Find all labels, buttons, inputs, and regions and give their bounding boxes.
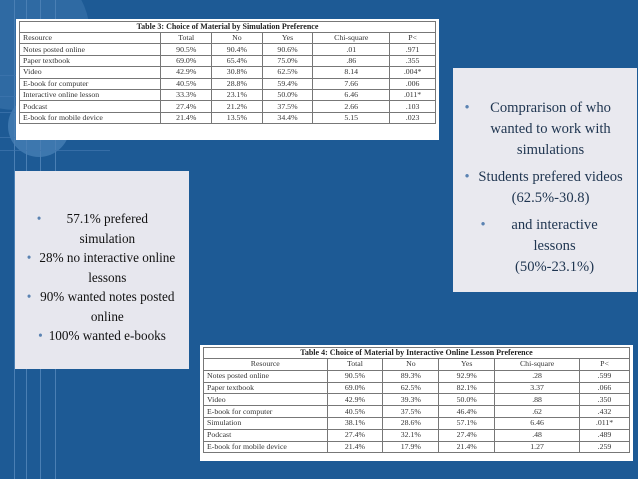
- table-cell: 69.0%: [327, 382, 383, 394]
- column-header: Resource: [20, 33, 161, 44]
- table-cell: E-book for mobile device: [20, 112, 161, 123]
- table-cell: 42.9%: [161, 67, 212, 78]
- table-cell: .971: [390, 44, 436, 55]
- table-cell: E-book for mobile device: [204, 441, 328, 453]
- table-cell: 23.1%: [212, 89, 263, 100]
- table-row: [204, 429, 630, 441]
- column-header: Yes: [439, 359, 495, 371]
- table-body: [204, 370, 630, 453]
- bullet-item: [453, 215, 637, 278]
- table-cell: Video: [20, 67, 161, 78]
- table-cell: 40.5%: [161, 78, 212, 89]
- column-header: Chi-square: [313, 33, 390, 44]
- table-row: [204, 394, 630, 406]
- table-cell: 27.4%: [327, 429, 383, 441]
- table-header-row: [20, 33, 436, 44]
- decor-line: [0, 150, 110, 151]
- table-row: [204, 441, 630, 453]
- left-bullet-list: [15, 171, 189, 346]
- table-cell: 21.2%: [212, 101, 263, 112]
- table-simulation-preference: [16, 19, 439, 140]
- table-cell: 27.4%: [161, 101, 212, 112]
- data-table: [19, 32, 436, 124]
- table-cell: 1.27: [495, 441, 580, 453]
- table-cell: 37.5%: [383, 406, 439, 418]
- table-cell: 21.4%: [161, 112, 212, 123]
- column-header: Yes: [262, 33, 313, 44]
- table-cell: 90.5%: [327, 370, 383, 382]
- bullet-icon: •: [38, 328, 43, 343]
- table-cell: 17.9%: [383, 441, 439, 453]
- table-cell: 6.46: [313, 89, 390, 100]
- table-row: [20, 44, 436, 55]
- table-cell: 50.0%: [439, 394, 495, 406]
- table-cell: 5.15: [313, 112, 390, 123]
- table-cell: Podcast: [204, 429, 328, 441]
- right-bullet-list: [453, 68, 637, 278]
- table-cell: 62.5%: [383, 382, 439, 394]
- table-cell: 8.14: [313, 67, 390, 78]
- table-cell: 90.6%: [262, 44, 313, 55]
- table-cell: 92.9%: [439, 370, 495, 382]
- table-cell: 38.1%: [327, 417, 383, 429]
- table-row: [20, 55, 436, 66]
- table-cell: .103: [390, 101, 436, 112]
- table-cell: 28.6%: [383, 417, 439, 429]
- bullet-text: Students prefered videos (62.5%-30.8): [478, 169, 623, 206]
- table-cell: Paper textbook: [204, 382, 328, 394]
- table-interactive-lesson-preference: [200, 345, 633, 461]
- bullet-icon: •: [26, 250, 32, 265]
- column-header: Chi-square: [495, 359, 580, 371]
- table-row: [204, 370, 630, 382]
- table-row: [204, 406, 630, 418]
- table-cell: .066: [580, 382, 630, 394]
- table-cell: .48: [495, 429, 580, 441]
- table-cell: .01: [313, 44, 390, 55]
- table-cell: .62: [495, 406, 580, 418]
- table-cell: 40.5%: [327, 406, 383, 418]
- table-cell: 39.3%: [383, 394, 439, 406]
- bullet-text: and interactive lessons (50%-23.1%): [511, 217, 598, 275]
- column-header: Total: [161, 33, 212, 44]
- bullet-item: [15, 209, 189, 248]
- table-cell: .004*: [390, 67, 436, 78]
- bullet-item: [15, 326, 189, 346]
- column-header: No: [383, 359, 439, 371]
- table-cell: 34.4%: [262, 112, 313, 123]
- table-cell: Simulation: [204, 417, 328, 429]
- table-cell: 21.4%: [327, 441, 383, 453]
- table-cell: .86: [313, 55, 390, 66]
- table-cell: 90.5%: [161, 44, 212, 55]
- table-cell: .350: [580, 394, 630, 406]
- table-cell: .489: [580, 429, 630, 441]
- table-body: [20, 44, 436, 124]
- table-cell: 21.4%: [439, 441, 495, 453]
- table-cell: .355: [390, 55, 436, 66]
- table-cell: E-book for computer: [204, 406, 328, 418]
- table-cell: .006: [390, 78, 436, 89]
- table-row: [20, 67, 436, 78]
- table-cell: 32.1%: [383, 429, 439, 441]
- column-header: Total: [327, 359, 383, 371]
- bullet-text: 100% wanted e-books: [48, 328, 166, 343]
- table-cell: 28.8%: [212, 78, 263, 89]
- table-row: [20, 89, 436, 100]
- bullet-text: 57.1% prefered simulation: [66, 211, 148, 246]
- bullet-icon: •: [464, 169, 470, 185]
- left-summary-panel: [15, 171, 189, 369]
- table-cell: Interactive online lesson: [20, 89, 161, 100]
- table-cell: 42.9%: [327, 394, 383, 406]
- table-row: [204, 417, 630, 429]
- table-cell: E-book for computer: [20, 78, 161, 89]
- table-cell: 6.46: [495, 417, 580, 429]
- table-cell: .259: [580, 441, 630, 453]
- table-header-row: [204, 359, 630, 371]
- bullet-item: [453, 167, 637, 209]
- table-cell: 30.8%: [212, 67, 263, 78]
- table-row: [20, 78, 436, 89]
- table-cell: .432: [580, 406, 630, 418]
- table-cell: 7.66: [313, 78, 390, 89]
- table-cell: Notes posted online: [204, 370, 328, 382]
- table-row: [20, 112, 436, 123]
- column-header: Resource: [204, 359, 328, 371]
- table-cell: 65.4%: [212, 55, 263, 66]
- data-table: [203, 358, 630, 453]
- bullet-item: [453, 98, 637, 161]
- table-cell: .011*: [580, 417, 630, 429]
- table-cell: 50.0%: [262, 89, 313, 100]
- table-cell: 13.5%: [212, 112, 263, 123]
- bullet-icon: •: [464, 100, 470, 116]
- column-header: P<: [390, 33, 436, 44]
- table-cell: .023: [390, 112, 436, 123]
- table-cell: Podcast: [20, 101, 161, 112]
- bullet-text: 28% no interactive online lessons: [39, 250, 176, 285]
- table-cell: Notes posted online: [20, 44, 161, 55]
- table-cell: 59.4%: [262, 78, 313, 89]
- table-cell: 69.0%: [161, 55, 212, 66]
- table-cell: .88: [495, 394, 580, 406]
- bullet-text: 90% wanted notes posted online: [40, 289, 175, 324]
- column-header: P<: [580, 359, 630, 371]
- right-summary-panel: [453, 68, 637, 292]
- table-cell: .28: [495, 370, 580, 382]
- table-cell: 89.3%: [383, 370, 439, 382]
- bullet-item: [15, 248, 189, 287]
- table-row: [204, 382, 630, 394]
- table-cell: 27.4%: [439, 429, 495, 441]
- bullet-text: Comprarison of who wanted to work with simulations: [490, 100, 611, 158]
- table-cell: Video: [204, 394, 328, 406]
- table-cell: 46.4%: [439, 406, 495, 418]
- bullet-icon: •: [26, 289, 32, 304]
- table-title: Table 3: Choice of Material by Simulation Preference: [19, 21, 436, 32]
- table-cell: 82.1%: [439, 382, 495, 394]
- table-cell: 2.66: [313, 101, 390, 112]
- table-cell: Paper textbook: [20, 55, 161, 66]
- bullet-icon: •: [36, 211, 42, 226]
- table-cell: 3.37: [495, 382, 580, 394]
- table-cell: .011*: [390, 89, 436, 100]
- table-cell: .599: [580, 370, 630, 382]
- bullet-icon: •: [480, 217, 486, 233]
- table-cell: 62.5%: [262, 67, 313, 78]
- table-cell: 33.3%: [161, 89, 212, 100]
- table-row: [20, 101, 436, 112]
- table-cell: 37.5%: [262, 101, 313, 112]
- column-header: No: [212, 33, 263, 44]
- table-title: Table 4: Choice of Material by Interactive Online Lesson Preference: [203, 347, 630, 358]
- table-cell: 90.4%: [212, 44, 263, 55]
- table-cell: 75.0%: [262, 55, 313, 66]
- bullet-item: [15, 287, 189, 326]
- table-cell: 57.1%: [439, 417, 495, 429]
